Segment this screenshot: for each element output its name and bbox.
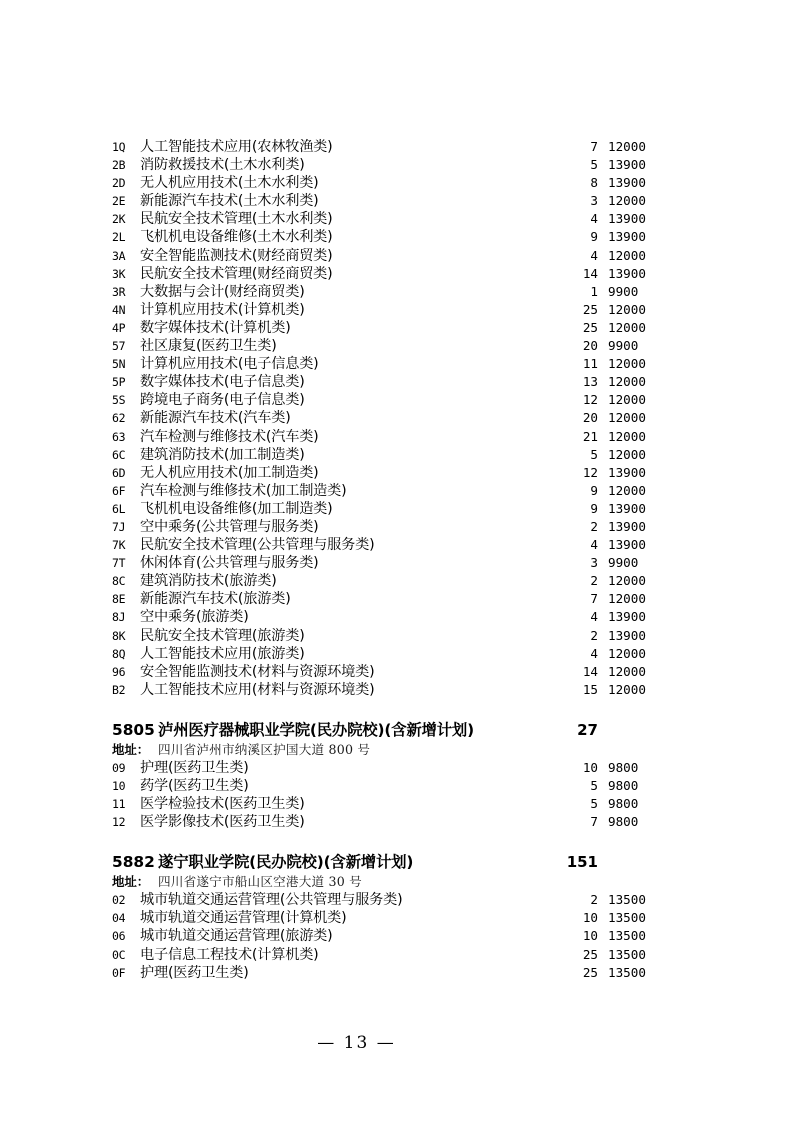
major-quantity: 25 (582, 946, 598, 962)
major-name: 飞机机电设备维修(土木水利类) (140, 229, 333, 246)
major-row (112, 265, 682, 283)
major-tuition: 12000 (608, 446, 646, 462)
major-row (112, 192, 682, 210)
major-quantity: 11 (582, 356, 598, 372)
major-row (112, 174, 682, 192)
major-tuition: 12000 (608, 573, 646, 589)
major-tuition: 13900 (608, 265, 646, 281)
major-row (112, 572, 682, 590)
major-code: 2D (112, 176, 126, 191)
major-code: 02 (112, 893, 126, 908)
major-quantity: 14 (582, 265, 598, 281)
major-row (112, 446, 682, 464)
major-quantity: 2 (590, 627, 598, 643)
major-quantity: 7 (590, 591, 598, 607)
major-quantity: 3 (590, 193, 598, 209)
address-label: 地址： (112, 741, 150, 757)
major-tuition: 13500 (608, 910, 646, 926)
major-code: 62 (112, 411, 126, 426)
major-tuition: 12000 (608, 591, 646, 607)
major-name: 计算机应用技术(计算机类) (140, 301, 305, 318)
major-name: 新能源汽车技术(汽车类) (140, 410, 291, 427)
major-row (112, 428, 682, 446)
major-tuition: 13500 (608, 946, 646, 962)
major-code: 7T (112, 556, 126, 571)
major-code: 11 (112, 797, 126, 812)
major-code: 3K (112, 266, 126, 281)
major-tuition: 13900 (608, 229, 646, 245)
major-code: 7J (112, 519, 126, 534)
school-total-quota: 27 (577, 720, 598, 739)
major-name: 城市轨道交通运营管理(旅游类) (140, 928, 333, 945)
major-code: 0F (112, 965, 126, 980)
major-tuition: 13900 (608, 627, 646, 643)
major-quantity: 25 (582, 319, 598, 335)
major-name: 人工智能技术应用(农林牧渔类) (140, 139, 333, 155)
major-row (112, 500, 682, 518)
major-tuition: 9800 (608, 759, 639, 775)
major-tuition: 9900 (608, 283, 639, 299)
major-quantity: 3 (590, 555, 598, 571)
major-tuition: 12000 (608, 482, 646, 498)
major-code: 6L (112, 501, 126, 516)
major-code: 12 (112, 815, 126, 830)
major-code: 96 (112, 664, 126, 679)
major-code: 8C (112, 574, 126, 589)
major-name: 休闲体育(公共管理与服务类) (140, 555, 319, 572)
school-blocks (112, 699, 682, 982)
major-tuition: 12000 (608, 356, 646, 372)
major-row (112, 228, 682, 246)
major-name: 医学影像技术(医药卫生类) (140, 814, 305, 831)
block-spacer (112, 831, 682, 851)
major-tuition: 12000 (608, 247, 646, 263)
major-row (112, 301, 682, 319)
major-code: B2 (112, 682, 126, 697)
major-tuition: 12000 (608, 193, 646, 209)
address-label: 地址： (112, 874, 150, 890)
major-code: 63 (112, 429, 126, 444)
school-address-line (112, 873, 682, 891)
major-tuition: 13900 (608, 537, 646, 553)
major-row (112, 681, 682, 699)
major-tuition: 13900 (608, 518, 646, 534)
major-tuition: 9900 (608, 338, 639, 354)
page-number: — 13 — (317, 1033, 396, 1053)
major-row (112, 247, 682, 265)
block-spacer (112, 699, 682, 719)
major-row (112, 373, 682, 391)
major-tuition: 12000 (608, 410, 646, 426)
major-row (112, 645, 682, 663)
major-tuition: 13900 (608, 609, 646, 625)
major-quantity: 5 (590, 157, 598, 173)
major-name: 无人机应用技术(土木水利类) (140, 175, 319, 192)
major-name: 安全智能监测技术(财经商贸类) (140, 247, 333, 264)
major-name: 新能源汽车技术(旅游类) (140, 591, 291, 608)
major-quantity: 9 (590, 482, 598, 498)
major-row (112, 319, 682, 337)
major-row (112, 518, 682, 536)
major-name: 护理(医药卫生类) (140, 759, 249, 776)
major-code: 7K (112, 538, 126, 553)
major-code: 2K (112, 212, 126, 227)
major-row (112, 464, 682, 482)
major-name: 数字媒体技术(电子信息类) (140, 374, 305, 391)
major-name: 建筑消防技术(旅游类) (140, 573, 277, 590)
major-name: 汽车检测与维修技术(汽车类) (140, 428, 319, 445)
major-name: 空中乘务(公共管理与服务类) (140, 518, 319, 535)
major-code: 6C (112, 447, 126, 462)
major-quantity: 7 (590, 139, 598, 154)
major-code: 2B (112, 158, 126, 173)
major-name: 人工智能技术应用(材料与资源环境类) (140, 681, 375, 698)
major-row (112, 627, 682, 645)
major-row (112, 663, 682, 681)
major-row (112, 554, 682, 572)
major-row (112, 355, 682, 373)
major-row (112, 536, 682, 554)
major-name: 社区康复(医药卫生类) (140, 338, 277, 355)
school-code: 5805 (112, 720, 155, 739)
major-tuition: 13900 (608, 157, 646, 173)
major-code: 8K (112, 628, 126, 643)
major-code: 4P (112, 320, 126, 335)
continued-major-list (112, 138, 682, 699)
major-code: 6F (112, 483, 126, 498)
major-name: 计算机应用技术(电子信息类) (140, 356, 319, 373)
major-tuition: 9800 (608, 796, 639, 812)
major-row (112, 795, 682, 813)
major-row (112, 590, 682, 608)
major-tuition: 13500 (608, 964, 646, 980)
major-name: 大数据与会计(财经商贸类) (140, 283, 305, 300)
major-tuition: 12000 (608, 392, 646, 408)
major-code: 6D (112, 465, 126, 480)
school-header (112, 719, 682, 741)
major-code: 5S (112, 393, 126, 408)
major-tuition: 9800 (608, 778, 639, 793)
major-name: 药学(医药卫生类) (140, 778, 249, 794)
major-name: 电子信息工程技术(计算机类) (140, 946, 319, 963)
major-quantity: 4 (590, 537, 598, 553)
major-quantity: 10 (582, 910, 598, 926)
major-name: 飞机机电设备维修(加工制造类) (140, 500, 333, 517)
major-tuition: 13900 (608, 175, 646, 191)
major-quantity: 5 (590, 796, 598, 812)
major-row (112, 608, 682, 626)
major-tuition: 13900 (608, 464, 646, 480)
major-name: 建筑消防技术(加工制造类) (140, 446, 305, 463)
major-name: 消防救援技术(土木水利类) (140, 157, 305, 174)
major-tuition: 9900 (608, 555, 639, 571)
major-quantity: 4 (590, 211, 598, 227)
major-row (112, 909, 682, 927)
major-row (112, 777, 682, 795)
major-name: 民航安全技术管理(财经商贸类) (140, 265, 333, 282)
major-quantity: 12 (582, 464, 598, 480)
major-tuition: 12000 (608, 319, 646, 335)
major-tuition: 12000 (608, 428, 646, 444)
page-footer (0, 1033, 793, 1053)
major-name: 民航安全技术管理(旅游类) (140, 627, 305, 644)
major-tuition: 12000 (608, 663, 646, 679)
school-name: 泸州医疗器械职业学院(民办院校)(含新增计划) (158, 720, 474, 739)
major-code: 8Q (112, 646, 126, 661)
major-row (112, 138, 682, 156)
major-code: 57 (112, 339, 126, 354)
major-code: 09 (112, 760, 126, 775)
major-quantity: 5 (590, 446, 598, 462)
major-quantity: 10 (582, 759, 598, 775)
major-tuition: 13900 (608, 211, 646, 227)
major-row (112, 813, 682, 831)
major-quantity: 2 (590, 573, 598, 589)
major-row (112, 391, 682, 409)
major-quantity: 14 (582, 663, 598, 679)
major-row (112, 759, 682, 777)
major-name: 医学检验技术(医药卫生类) (140, 796, 305, 813)
major-code: 8J (112, 610, 126, 625)
major-row (112, 482, 682, 500)
major-code: 10 (112, 779, 126, 793)
major-tuition: 12000 (608, 681, 646, 697)
major-quantity: 10 (582, 928, 598, 944)
major-code: 06 (112, 929, 126, 944)
major-name: 城市轨道交通运营管理(公共管理与服务类) (140, 892, 403, 909)
major-name: 人工智能技术应用(旅游类) (140, 645, 305, 662)
major-code: 1Q (112, 140, 126, 154)
major-tuition: 13500 (608, 928, 646, 944)
major-quantity: 9 (590, 500, 598, 516)
school-code: 5882 (112, 853, 155, 872)
major-tuition: 12000 (608, 139, 646, 154)
major-quantity: 25 (582, 301, 598, 317)
major-name: 民航安全技术管理(公共管理与服务类) (140, 537, 375, 554)
address-text: 四川省泸州市纳溪区护国大道 800 号 (158, 741, 371, 757)
plan-listing (112, 138, 682, 982)
major-code: 0C (112, 947, 126, 962)
school-header (112, 851, 682, 873)
major-code: 8E (112, 592, 126, 607)
major-quantity: 2 (590, 892, 598, 908)
major-quantity: 4 (590, 645, 598, 661)
school-total-quota: 151 (566, 853, 598, 872)
major-code: 2L (112, 230, 126, 245)
major-row (112, 946, 682, 964)
major-name: 跨境电子商务(电子信息类) (140, 392, 305, 409)
major-quantity: 13 (582, 374, 598, 390)
major-code: 5N (112, 357, 126, 372)
major-quantity: 4 (590, 609, 598, 625)
major-name: 城市轨道交通运营管理(计算机类) (140, 910, 347, 927)
major-tuition: 12000 (608, 645, 646, 661)
address-text: 四川省遂宁市船山区空港大道 30 号 (158, 874, 362, 890)
major-code: 5P (112, 375, 126, 390)
major-code: 2E (112, 194, 126, 209)
major-name: 数字媒体技术(计算机类) (140, 319, 291, 336)
major-name: 民航安全技术管理(土木水利类) (140, 211, 333, 228)
major-code: 04 (112, 911, 126, 926)
major-quantity: 15 (582, 681, 598, 697)
school-name: 遂宁职业学院(民办院校)(含新增计划) (158, 853, 414, 872)
major-tuition: 12000 (608, 301, 646, 317)
major-quantity: 8 (590, 175, 598, 191)
major-quantity: 9 (590, 229, 598, 245)
major-name: 护理(医药卫生类) (140, 964, 249, 981)
major-code: 4N (112, 302, 126, 317)
major-quantity: 4 (590, 247, 598, 263)
major-quantity: 20 (582, 410, 598, 426)
major-row (112, 283, 682, 301)
major-name: 汽车检测与维修技术(加工制造类) (140, 482, 347, 499)
major-row (112, 964, 682, 982)
major-code: 3R (112, 284, 126, 299)
major-quantity: 7 (590, 814, 598, 830)
major-tuition: 12000 (608, 374, 646, 390)
major-name: 空中乘务(旅游类) (140, 609, 249, 626)
major-quantity: 25 (582, 964, 598, 980)
major-quantity: 1 (590, 283, 598, 299)
major-row (112, 337, 682, 355)
major-quantity: 20 (582, 338, 598, 354)
major-row (112, 927, 682, 945)
major-row (112, 891, 682, 909)
major-code: 3A (112, 248, 126, 263)
major-quantity: 5 (590, 778, 598, 793)
school-address-line (112, 741, 682, 759)
major-quantity: 12 (582, 392, 598, 408)
major-row (112, 210, 682, 228)
major-tuition: 13500 (608, 892, 646, 908)
major-name: 新能源汽车技术(土木水利类) (140, 193, 319, 210)
major-name: 无人机应用技术(加工制造类) (140, 464, 319, 481)
major-quantity: 2 (590, 518, 598, 534)
major-row (112, 409, 682, 427)
major-tuition: 13900 (608, 500, 646, 516)
major-name: 安全智能监测技术(材料与资源环境类) (140, 663, 375, 680)
major-tuition: 9800 (608, 814, 639, 830)
major-quantity: 21 (582, 428, 598, 444)
major-row (112, 156, 682, 174)
